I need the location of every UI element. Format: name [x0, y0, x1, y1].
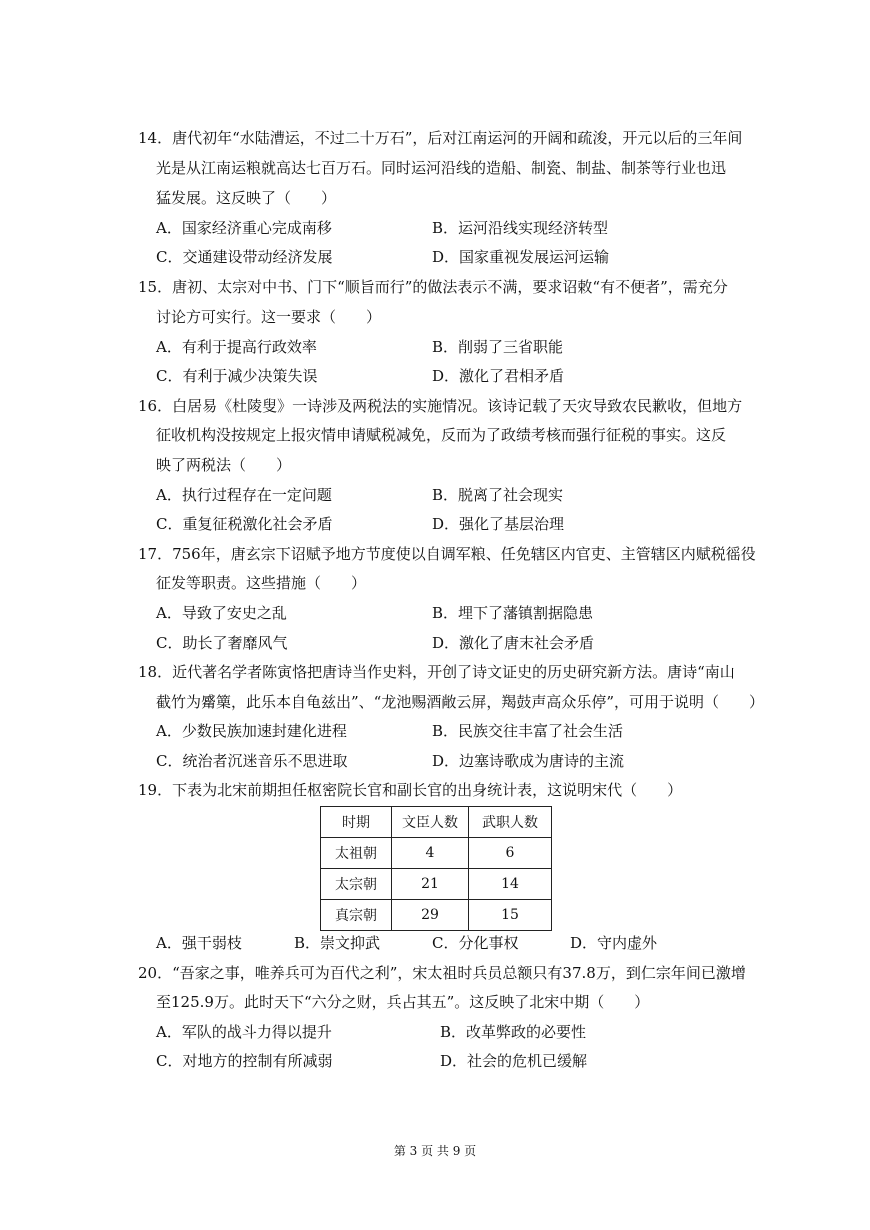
option-b: B．崇文抑武 [294, 934, 381, 952]
question-text-line: 猛发展。这反映了（ ） [156, 189, 337, 207]
table-header-cell: 武职人数 [469, 807, 552, 838]
option-b: B．脱离了社会现实 [432, 486, 564, 504]
table-row [321, 900, 552, 931]
option-c: C．分化事权 [432, 934, 519, 952]
option-c: C．有利于减少决策失误 [156, 367, 318, 385]
option-a: A．导致了安史之乱 [156, 604, 287, 622]
table-cell: 29 [392, 900, 469, 931]
question-text-line: 征收机构没按规定上报灾情申请赋税减免，反而为了政绩考核而强行征税的事实。这反 [156, 426, 727, 444]
question-text-line: 映了两税法（ ） [156, 456, 292, 474]
option-a: A．少数民族加速封建化进程 [156, 722, 347, 740]
table-cell: 太宗朝 [321, 869, 392, 900]
option-b: B．民族交往丰富了社会生活 [432, 722, 624, 740]
option-c: C．助长了奢靡风气 [156, 634, 288, 652]
option-b: B．埋下了藩镇割据隐患 [432, 604, 594, 622]
option-c: C．对地方的控制有所减弱 [156, 1052, 333, 1070]
option-d: D．社会的危机已缓解 [440, 1052, 588, 1070]
option-b: B．削弱了三省职能 [432, 338, 564, 356]
option-c: C．重复征税激化社会矛盾 [156, 515, 333, 533]
question-text-line: 20．“吾家之事，唯养兵可为百代之利”，宋太祖时兵员总额只有37.8万，到仁宗年间已激增 [138, 964, 746, 982]
question-text-line: 14．唐代初年“水陆漕运，不过二十万石”，后对江南运河的开阔和疏浚，开元以后的三年间 [138, 129, 743, 147]
table-cell: 14 [469, 869, 552, 900]
table-cell: 4 [392, 838, 469, 869]
table-cell: 21 [392, 869, 469, 900]
question-text-line: 18．近代著名学者陈寅恪把唐诗当作史料，开创了诗文证史的历史研究新方法。唐诗“南山 [138, 663, 735, 681]
option-a: A．执行过程存在一定问题 [156, 486, 332, 504]
statistics-table [320, 806, 552, 931]
option-a: A．有利于提高行政效率 [156, 338, 317, 356]
table-row [321, 869, 552, 900]
question-text-line: 征发等职责。这些措施（ ） [156, 574, 367, 592]
option-a: A．军队的战斗力得以提升 [156, 1023, 332, 1041]
table-cell: 6 [469, 838, 552, 869]
question-text-line: 15．唐初、太宗对中书、门下“顺旨而行”的做法表示不满，要求诏敕“有不便者”，需充分 [138, 278, 728, 296]
option-d: D．激化了唐末社会矛盾 [432, 634, 595, 652]
table-header-cell: 文臣人数 [392, 807, 469, 838]
option-d: D．国家重视发展运河运输 [432, 248, 610, 266]
table-cell: 15 [469, 900, 552, 931]
option-d: D．守内虚外 [570, 934, 658, 952]
option-d: D．边塞诗歌成为唐诗的主流 [432, 752, 625, 770]
question-text-line: 截竹为觱篥，此乐本自龟兹出”、“龙池赐酒敞云屏，羯鼓声高众乐停”，可用于说明（ ） [156, 693, 765, 711]
page-footer: 第 3 页 共 9 页 [393, 1144, 477, 1158]
question-text-line: 至125.9万。此时天下“六分之财，兵占其五”。这反映了北宋中期（ ） [156, 993, 650, 1011]
option-b: B．运河沿线实现经济转型 [432, 219, 609, 237]
table-header-row [321, 807, 552, 838]
question-text-line: 17．756年，唐玄宗下诏赋予地方节度使以自调军粮、任免辖区内官吏、主管辖区内赋税徭役 [138, 545, 756, 563]
option-c: C．交通建设带动经济发展 [156, 248, 333, 266]
option-a: A．强干弱枝 [156, 934, 242, 952]
table-cell: 太祖朝 [321, 838, 392, 869]
table-cell: 真宗朝 [321, 900, 392, 931]
option-d: D．激化了君相矛盾 [432, 367, 565, 385]
option-c: C．统治者沉迷音乐不思进取 [156, 752, 348, 770]
question-text-line: 19．下表为北宋前期担任枢密院长官和副长官的出身统计表，这说明宋代（ ） [138, 781, 683, 799]
option-d: D．强化了基层治理 [432, 515, 565, 533]
table-header-cell: 时期 [321, 807, 392, 838]
question-text-line: 讨论方可实行。这一要求（ ） [156, 308, 382, 326]
question-text-line: 光是从江南运粮就高达七百万石。同时运河沿线的造船、制瓷、制盐、制茶等行业也迅 [156, 159, 727, 177]
option-a: A．国家经济重心完成南移 [156, 219, 332, 237]
option-b: B．改革弊政的必要性 [440, 1023, 587, 1041]
table-row [321, 838, 552, 869]
question-text-line: 16．白居易《杜陵叟》一诗涉及两税法的实施情况。该诗记载了天灾导致农民歉收，但地方 [138, 397, 743, 415]
